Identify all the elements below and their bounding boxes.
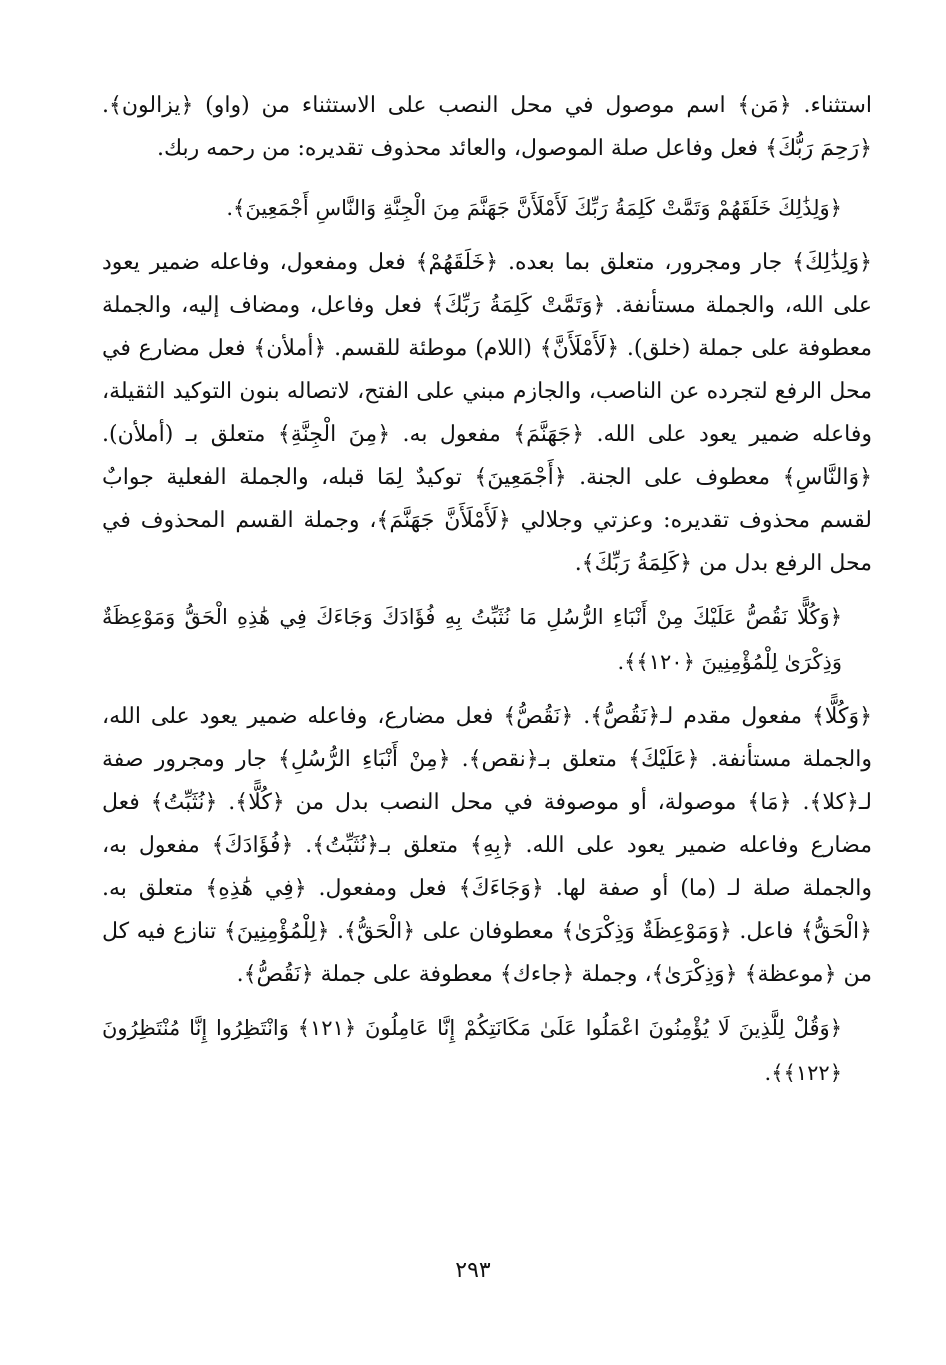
quran-verse-1: ﴿وَلِذَٰلِكَ خَلَقَهُمْ وَتَمَّتْ كَلِمَةُ رَبِّكَ لَأَمْلَأَنَّ جَهَنَّمَ مِنَ الْجِنَّةِ وَالنَّاسِ أَجْمَعِينَ﴾. bbox=[226, 196, 842, 220]
commentary-paragraph-3: ﴿وَكُلًّا﴾ مفعول مقدم لـ﴿نَقُصُّ﴾. ﴿نَقُصُّ﴾ فعل مضارع، وفاعله ضمير يعود على الله، والجملة مستأنفة. ﴿عَلَيْكَ﴾ متعلق بـ﴿نقص﴾. ﴿مِنْ أَنْبَاءِ الرُّسُلِ﴾ جار ومجرور صفة لـ﴿كلا﴾. ﴿مَا﴾ موصولة، أو موصوفة في محل النصب بدل من ﴿كُلًّا﴾. ﴿نُثَبِّتُ﴾ فعل مضارع وفاعله ضمير يعود على الله. ﴿بِهِ﴾ متعلق بـ﴿نُثَبِّتُ﴾. ﴿فُؤَادَكَ﴾ مفعول به، والجملة صلة لـ (ما) أو صفة لها. ﴿وَجَاءَكَ﴾ فعل ومفعول. ﴿فِي هَٰذِهِ﴾ متعلق به. ﴿الْحَقُّ﴾ فاعل. ﴿وَمَوْعِظَةٌ وَذِكْرَىٰ﴾ معطوفان على ﴿الْحَقُّ﴾. ﴿لِلْمُؤْمِنِينَ﴾ تنازع فيه كل من ﴿موعظة﴾ ﴿وَذِكْرَىٰ﴾، وجملة ﴿جاءك﴾ معطوفة على جملة ﴿نَقُصُّ﴾. bbox=[102, 704, 872, 987]
quran-verse-3: ﴿وَقُلْ لِلَّذِينَ لَا يُؤْمِنُونَ اعْمَلُوا عَلَىٰ مَكَانَتِكُمْ إِنَّا عَامِلُونَ ﴿١٢١﴾ وَانْتَظِرُوا إِنَّا مُنْتَظِرُونَ ﴿١٢٢﴾﴾. bbox=[102, 1016, 843, 1085]
quran-verse-2: ﴿وَكُلًّا نَقُصُّ عَلَيْكَ مِنْ أَنْبَاءِ الرُّسُلِ مَا نُثَبِّتُ بِهِ فُؤَادَكَ وَجَاءَكَ فِي هَٰذِهِ الْحَقُّ وَمَوْعِظَةٌ وَذِكْرَىٰ لِلْمُؤْمِنِينَ ﴿١٢٠﴾﴾. bbox=[102, 605, 842, 674]
page-body bbox=[102, 84, 872, 1096]
commentary-paragraph-2: ﴿وَلِذَٰلِكَ﴾ جار ومجرور، متعلق بما بعده. ﴿خَلَقَهُمْ﴾ فعل ومفعول، وفاعله ضمير يعود على الله، والجملة مستأنفة. ﴿وَتَمَّتْ كَلِمَةُ رَبِّكَ﴾ فعل وفاعل، ومضاف إليه، والجملة معطوفة على جملة (خلق). ﴿لَأَمْلَأَنَّ﴾ (اللام) موطئة للقسم. ﴿أملأن﴾ فعل مضارع في محل الرفع لتجرده عن الناصب، والجازم مبني على الفتح، لاتصاله بنون التوكيد الثقيلة، وفاعله ضمير يعود على الله. ﴿جَهَنَّمَ﴾ مفعول به. ﴿مِنَ الْجِنَّةِ﴾ متعلق بـ (أملأن). ﴿وَالنَّاسِ﴾ معطوف على الجنة. ﴿أَجْمَعِينَ﴾ توكيدٌ لِمَا قبله، والجملة الفعلية جوابٌ لقسم محذوف تقديره: وعزتي وجلالي ﴿لَأَمْلَأَنَّ جَهَنَّمَ﴾، وجملة القسم المحذوف في محل الرفع بدل من ﴿كَلِمَةُ رَبِّكَ﴾. bbox=[102, 250, 872, 576]
commentary-paragraph-1: استثناء. ﴿مَن﴾ اسم موصول في محل النصب على الاستثناء من (واو) ﴿يزالون﴾. ﴿رَحِمَ رَبُّكَ﴾ فعل وفاعل صلة الموصول، والعائد محذوف تقديره: من رحمه ربك. bbox=[102, 93, 872, 161]
page-number: ٢٩٣ bbox=[455, 1258, 491, 1283]
